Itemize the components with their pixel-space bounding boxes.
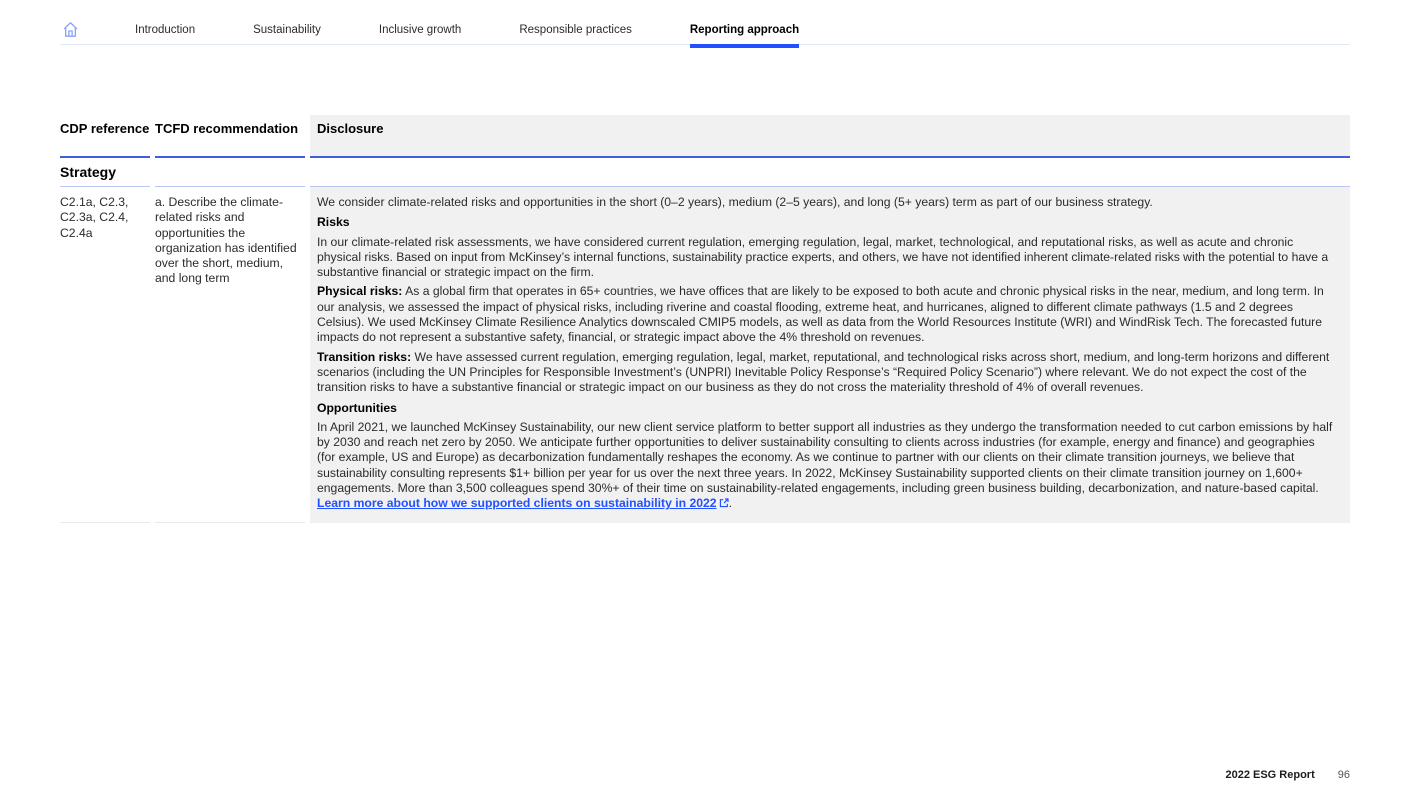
nav-tabs <box>135 15 857 45</box>
disclosure-paragraph: Transition risks: We have assessed current regulation, emerging regulation, legal, market, reputational, and technological risks across short, medium, and long-term horizons and different scenarios (including the UN Principles for Responsible Investment’s (UNPRI) Inevitable Policy Response’s “Required Policy Scenario”) where relevant. We do not expect the cost of the transition risks to have a substantive financial or strategic impact on our business as they do not cross the materiality threshold of 4% of overall revenues. <box>317 349 1330 395</box>
home-button[interactable] <box>60 20 80 40</box>
disclosure-table <box>60 115 1350 523</box>
disclosure-paragraph: Physical risks: As a global firm that operates in 65+ countries, we have offices that are likely to be exposed to both acute and chronic physical risks in the near, medium, and long term. In our analysis, we assessed the impact of physical risks, including riverine and coastal flooding, extreme heat, and hurricanes, aligned to different climate pathways (1.5 and 2 degrees Celsius). We used McKinsey Climate Resilience Analytics downscaled CMIP5 models, as well as data from the World Resources Institute (WRI) and WindRisk Tech. The forecasted future impacts do not represent a substantive safety, financial, or strategic impact above the 4% threshold on revenues. <box>317 284 1324 345</box>
table-row <box>60 187 1350 523</box>
footer-page-number: 96 <box>1337 769 1350 781</box>
section-title: Strategy <box>60 158 150 187</box>
footer-report-title: 2022 ESG Report <box>1225 769 1315 781</box>
table-header-row <box>60 115 1350 158</box>
col-header-tcfd-recommendation: TCFD recommendation <box>155 115 305 158</box>
home-icon <box>61 20 80 39</box>
col-header-disclosure: Disclosure <box>310 115 1350 158</box>
cdp-reference-cell: C2.1a, C2.3, C2.3a, C2.4, C2.4a <box>60 187 150 523</box>
tab-reporting-approach[interactable]: Reporting approach <box>690 15 799 45</box>
tab-inclusive-growth[interactable]: Inclusive growth <box>378 23 462 36</box>
disclosure-link[interactable]: Learn more about how we supported clients on sustainability in 2022 <box>317 496 729 510</box>
section-row-strategy <box>60 158 1350 187</box>
tcfd-recommendation-cell: a. Describe the climate-related risks and opportunities the organization has identified over the short, medium, and long term <box>155 187 305 523</box>
paragraph-lead: Transition risks: <box>317 349 412 364</box>
tab-responsible-practices[interactable]: Responsible practices <box>519 23 632 36</box>
disclosure-paragraph: In our climate-related risk assessments, we have considered current regulation, emerging regulation, legal, market, technological, and reputational risks, as well as acute and chronic physical risks. Based on input from McKinsey’s internal functions, sustainability practice experts, and others, we have not identified inherent climate-related risks with the potential to have a substantive financial or strategic impact on the firm. <box>317 234 1329 280</box>
disclosure-heading: Risks <box>317 215 350 230</box>
disclosure-heading: Opportunities <box>317 400 397 415</box>
section-row-spacer <box>155 158 305 187</box>
section-row-spacer <box>310 158 1350 187</box>
external-link-icon <box>719 498 729 508</box>
disclosure-paragraph: In April 2021, we launched McKinsey Sustainability, our new client service platform to better support all industries as they undergo the transformation needed to cut carbon emissions by half by 2030 and reach net zero by 2050. We anticipate further opportunities to deliver sustainability consulting to clients across industries (for example, energy and finance) and geographies (for example, US and Europe) as decarbonization fundamentally reshapes the economy. As we continue to partner with our clients on their climate transition journeys, we believe that sustainability consulting represents $1+ billion per year for us over the next three years. In 2022, McKinsey Sustainability supported clients on their climate transition journey on 1,600+ engagements. More than 3,500 colleagues spend 30%+ of their time on sustainability-related engagements, including green business building, decarbonization, and nature-based capital. Learn more about how we supported clients on sustainability in 2022 . <box>317 419 1333 511</box>
tab-sustainability[interactable]: Sustainability <box>253 23 321 36</box>
tab-introduction[interactable]: Introduction <box>135 23 196 36</box>
disclosure-paragraph: We consider climate-related risks and opportunities in the short (0–2 years), medium (2–5 years), and long (5+ years) term as part of our business strategy. <box>317 195 1153 209</box>
disclosure-cell <box>310 187 1350 523</box>
paragraph-lead: Physical risks: <box>317 284 403 299</box>
page-footer <box>1225 769 1350 781</box>
col-header-cdp-reference: CDP reference <box>60 115 150 158</box>
top-nav <box>60 15 1350 45</box>
